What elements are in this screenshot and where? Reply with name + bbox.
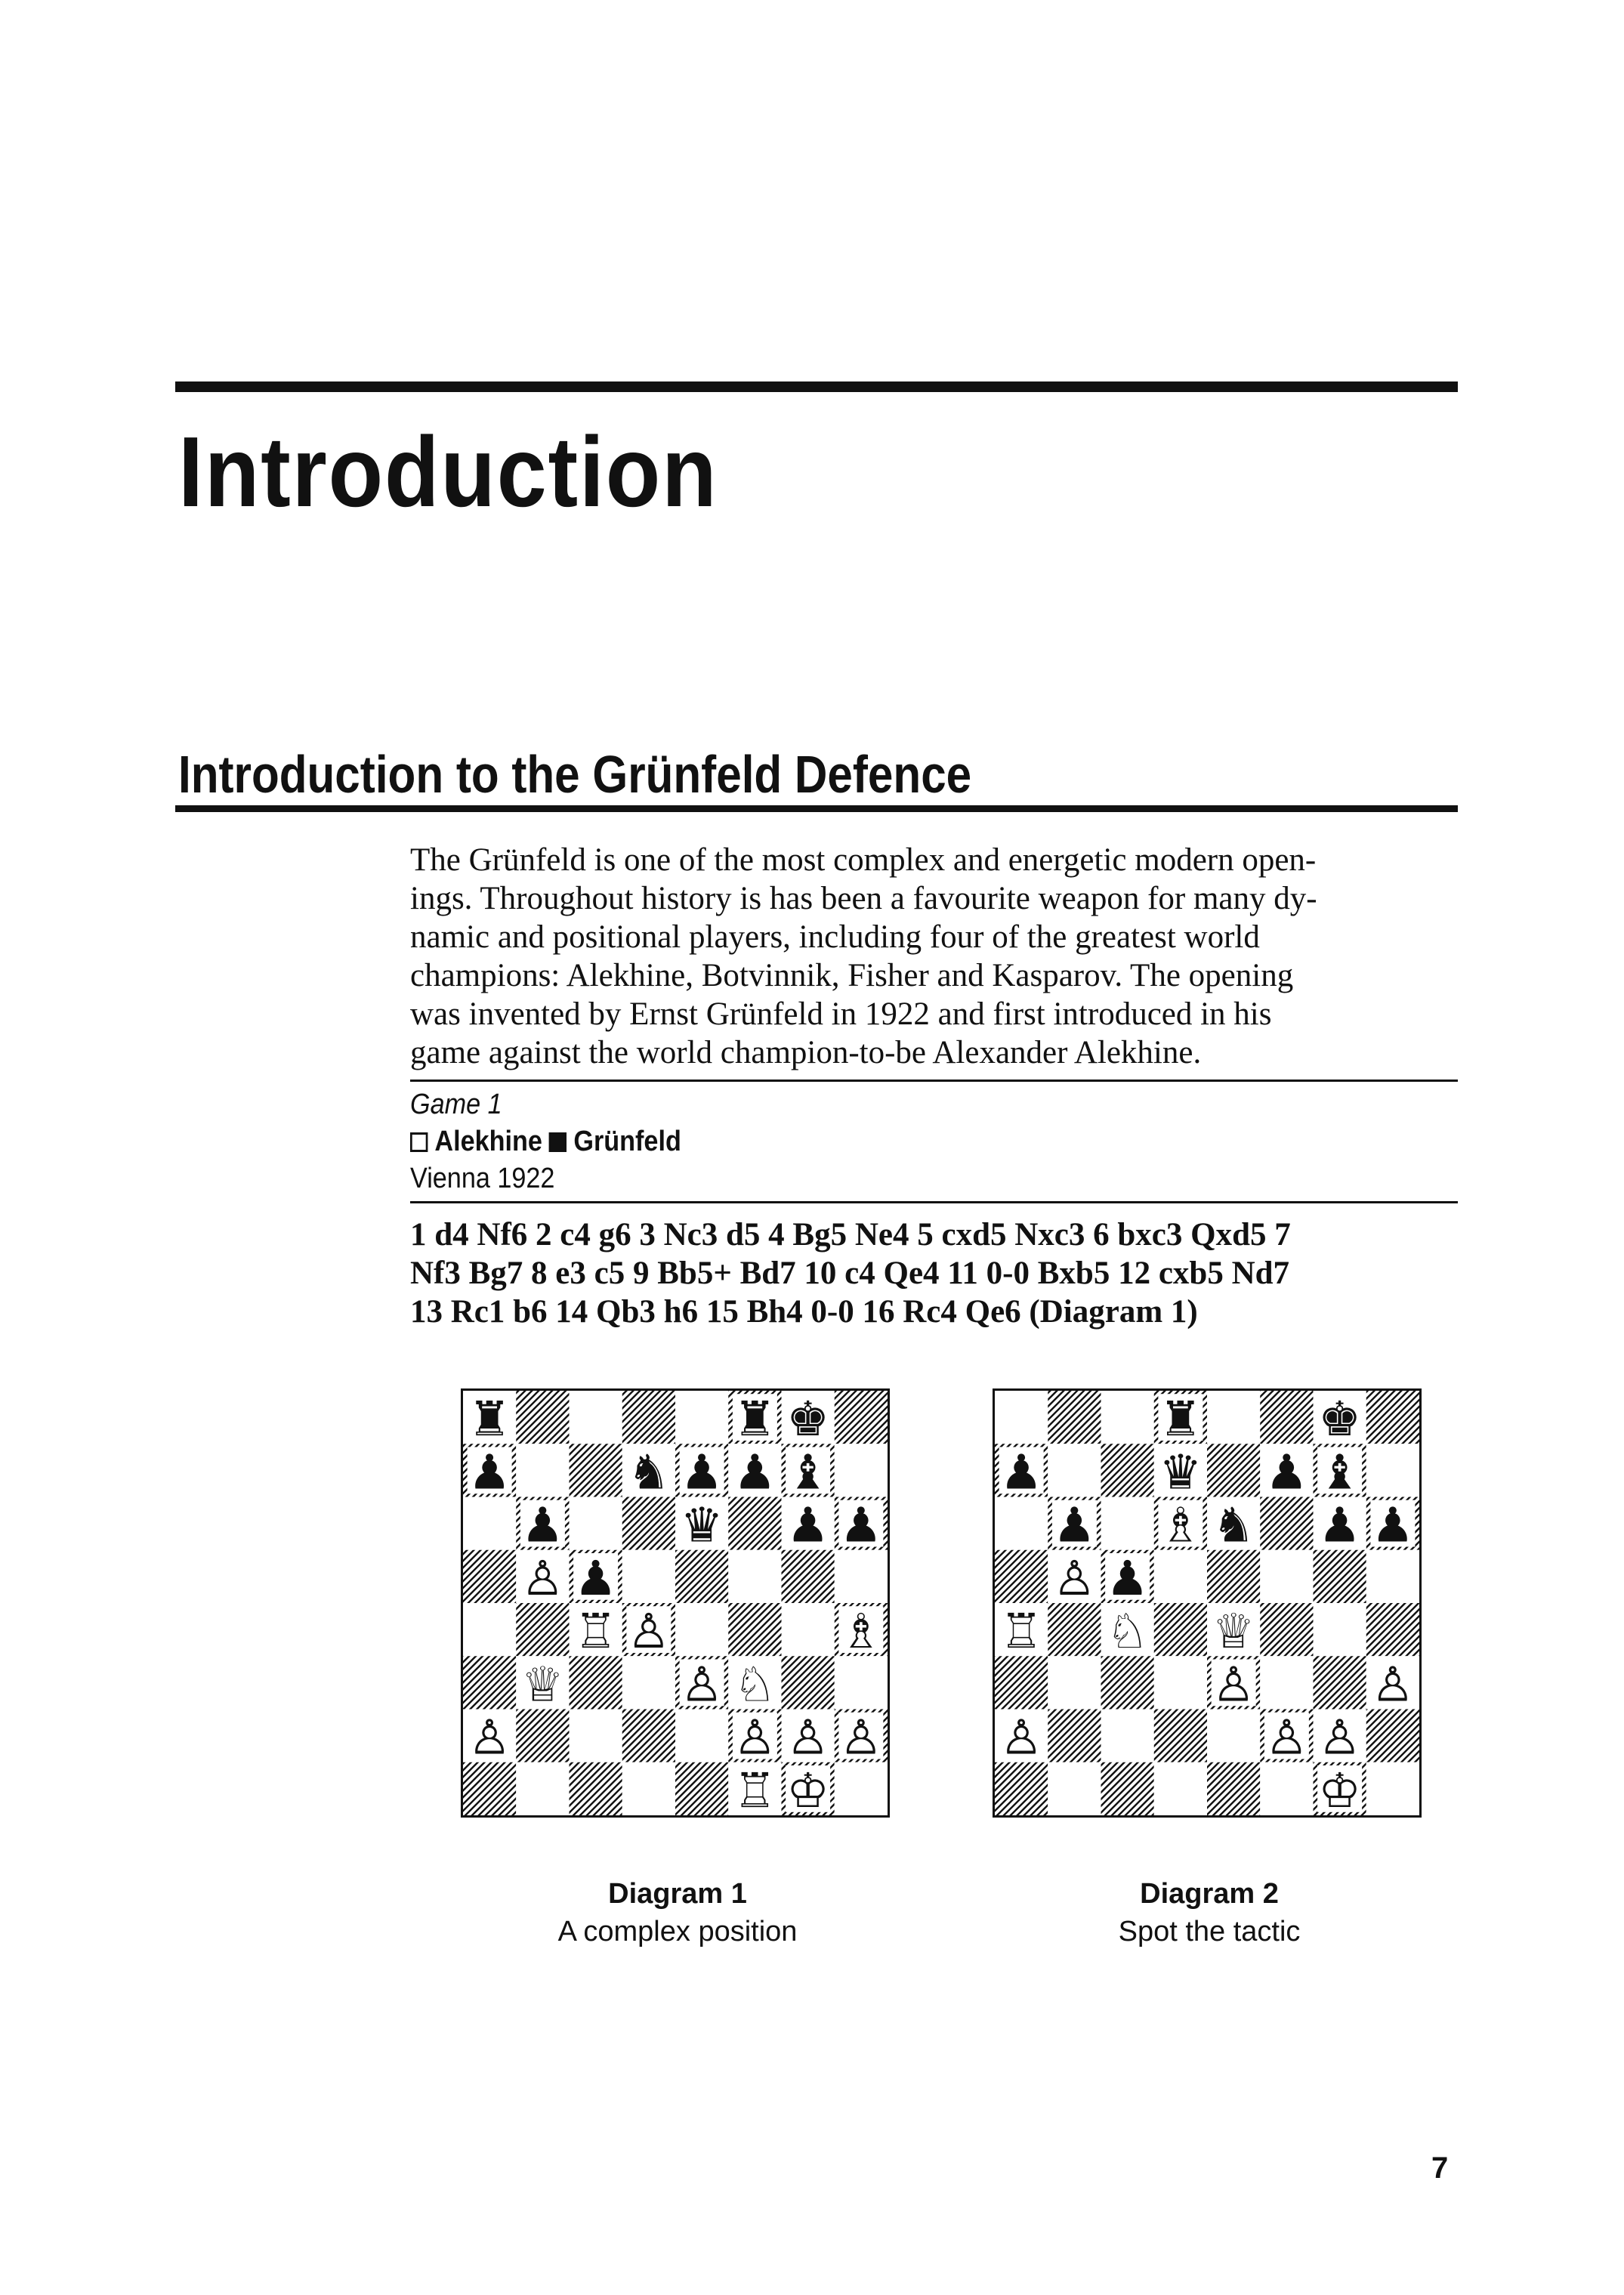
black-queen-icon bbox=[681, 1497, 724, 1553]
dark-square bbox=[1260, 1391, 1313, 1444]
white-pawn-icon bbox=[733, 1710, 776, 1765]
black-king-icon bbox=[786, 1391, 829, 1447]
intro-line: was invented by Ernst Grünfeld in 1922 and first introduced in his bbox=[410, 996, 1272, 1032]
black-pawn-icon bbox=[1000, 1444, 1043, 1500]
white-bishop-icon bbox=[840, 1603, 883, 1659]
light-square bbox=[675, 1710, 728, 1762]
light-square bbox=[1366, 1550, 1419, 1603]
dark-square bbox=[995, 1762, 1048, 1815]
black-player: Grünfeld bbox=[573, 1126, 681, 1157]
black-pawn-icon bbox=[681, 1444, 724, 1500]
game-header bbox=[410, 1086, 1458, 1197]
dark-square bbox=[1366, 1603, 1419, 1656]
light-square bbox=[782, 1603, 835, 1656]
light-square bbox=[995, 1391, 1048, 1444]
light-square bbox=[570, 1497, 622, 1550]
light-square bbox=[1207, 1391, 1260, 1444]
light-square bbox=[516, 1444, 569, 1497]
diagram-2-caption bbox=[983, 1875, 1436, 1951]
light-square bbox=[1101, 1497, 1154, 1550]
white-pawn-icon bbox=[628, 1603, 671, 1659]
diagram-subtitle: A complex position bbox=[557, 1916, 798, 1948]
dark-square bbox=[1101, 1762, 1154, 1815]
light-square bbox=[835, 1444, 888, 1497]
diagram-subtitle: Spot the tactic bbox=[1118, 1916, 1301, 1948]
intro-line: champions: Alekhine, Botvinnik, Fisher and Kasparov. The opening bbox=[410, 958, 1294, 993]
light-square bbox=[570, 1710, 622, 1762]
black-bishop-icon bbox=[786, 1444, 829, 1500]
light-square bbox=[1260, 1762, 1313, 1815]
white-pawn-icon bbox=[1053, 1550, 1096, 1606]
black-rook-icon bbox=[468, 1391, 511, 1447]
light-square bbox=[1260, 1550, 1313, 1603]
intro-line: The Grünfeld is one of the most complex and energetic modern open- bbox=[410, 842, 1317, 878]
black-pawn-icon bbox=[1372, 1497, 1415, 1553]
diagram-1-caption bbox=[451, 1875, 904, 1951]
black-rook-icon bbox=[733, 1391, 776, 1447]
white-pawn-icon bbox=[1265, 1710, 1308, 1765]
dark-square bbox=[1048, 1710, 1101, 1762]
white-pawn-icon bbox=[1212, 1656, 1255, 1712]
black-pawn-icon bbox=[468, 1444, 511, 1500]
black-square-icon bbox=[549, 1132, 567, 1152]
intro-line: ings. Throughout history is has been a favourite weapon for many dy- bbox=[410, 881, 1317, 916]
light-square bbox=[1207, 1710, 1260, 1762]
white-pawn-icon bbox=[521, 1550, 564, 1606]
white-rook-icon bbox=[1000, 1603, 1043, 1659]
light-square bbox=[1048, 1444, 1101, 1497]
white-knight-icon bbox=[733, 1656, 776, 1712]
light-square bbox=[1314, 1603, 1366, 1656]
light-square bbox=[1101, 1710, 1154, 1762]
dark-square bbox=[995, 1550, 1048, 1603]
dark-square bbox=[1101, 1444, 1154, 1497]
black-knight-icon bbox=[1212, 1497, 1255, 1553]
intro-line: game against the world champion-to-be Alexander Alekhine. bbox=[410, 1035, 1202, 1070]
white-pawn-icon bbox=[468, 1710, 511, 1765]
white-rook-icon bbox=[574, 1603, 617, 1659]
dark-square bbox=[1260, 1603, 1313, 1656]
dark-square bbox=[1314, 1550, 1366, 1603]
moves-line: 1 d4 Nf6 2 c4 g6 3 Nc3 d5 4 Bg5 Ne4 5 cxd5 Nxc3 6 bxc3 Qxd5 7 bbox=[410, 1217, 1291, 1253]
dark-square bbox=[782, 1656, 835, 1709]
dark-square bbox=[570, 1762, 622, 1815]
dark-square bbox=[1101, 1656, 1154, 1709]
white-queen-icon bbox=[521, 1656, 564, 1712]
light-square bbox=[995, 1497, 1048, 1550]
dark-square bbox=[516, 1710, 569, 1762]
black-queen-icon bbox=[1159, 1444, 1203, 1500]
black-rook-icon bbox=[1159, 1391, 1203, 1447]
white-rook-icon bbox=[733, 1762, 776, 1818]
dark-square bbox=[1366, 1710, 1419, 1762]
light-square bbox=[1366, 1444, 1419, 1497]
light-square bbox=[835, 1656, 888, 1709]
light-square bbox=[1048, 1762, 1101, 1815]
light-square bbox=[1154, 1656, 1207, 1709]
light-square bbox=[1154, 1550, 1207, 1603]
black-knight-icon bbox=[628, 1444, 671, 1500]
dark-square bbox=[622, 1391, 675, 1444]
dark-square bbox=[1366, 1391, 1419, 1444]
white-pawn-icon bbox=[1000, 1710, 1043, 1765]
dark-square bbox=[675, 1550, 728, 1603]
intro-paragraph bbox=[410, 841, 1468, 1072]
game-header-bottom-rule bbox=[410, 1201, 1458, 1203]
dark-square bbox=[1154, 1710, 1207, 1762]
dark-square bbox=[516, 1391, 569, 1444]
intro-line: namic and positional players, including four of the greatest world bbox=[410, 919, 1260, 955]
white-bishop-icon bbox=[1159, 1497, 1203, 1553]
dark-square bbox=[835, 1391, 888, 1444]
moves-line: 13 Rc1 b6 14 Qb3 h6 15 Bh4 0-0 16 Rc4 Qe6 (Diagram 1) bbox=[410, 1294, 1198, 1330]
light-square bbox=[675, 1603, 728, 1656]
white-knight-icon bbox=[1106, 1603, 1149, 1659]
dark-square bbox=[463, 1656, 516, 1709]
dark-square bbox=[1048, 1603, 1101, 1656]
light-square bbox=[1366, 1762, 1419, 1815]
light-square bbox=[1154, 1762, 1207, 1815]
black-bishop-icon bbox=[1318, 1444, 1361, 1500]
dark-square bbox=[1260, 1497, 1313, 1550]
black-pawn-icon bbox=[786, 1497, 829, 1553]
white-king-icon bbox=[1318, 1762, 1361, 1818]
dark-square bbox=[622, 1497, 675, 1550]
light-square bbox=[675, 1391, 728, 1444]
dark-square bbox=[995, 1656, 1048, 1709]
light-square bbox=[622, 1656, 675, 1709]
page-number: 7 bbox=[1431, 2151, 1449, 2185]
light-square bbox=[516, 1762, 569, 1815]
black-pawn-icon bbox=[521, 1497, 564, 1553]
light-square bbox=[463, 1603, 516, 1656]
light-square bbox=[570, 1391, 622, 1444]
dark-square bbox=[516, 1603, 569, 1656]
game-header-top-rule bbox=[410, 1080, 1458, 1082]
light-square bbox=[835, 1550, 888, 1603]
black-pawn-icon bbox=[1053, 1497, 1096, 1553]
chess-diagram-2 bbox=[993, 1388, 1422, 1818]
dark-square bbox=[463, 1762, 516, 1815]
dark-square bbox=[675, 1762, 728, 1815]
light-square bbox=[835, 1762, 888, 1815]
dark-square bbox=[570, 1444, 622, 1497]
white-pawn-icon bbox=[1318, 1710, 1361, 1765]
light-square bbox=[622, 1550, 675, 1603]
chapter-title: Introduction bbox=[178, 416, 718, 527]
diagram-title: Diagram 1 bbox=[608, 1878, 747, 1910]
dark-square bbox=[463, 1550, 516, 1603]
dark-square bbox=[622, 1710, 675, 1762]
dark-square bbox=[728, 1603, 781, 1656]
white-pawn-icon bbox=[1372, 1656, 1415, 1712]
dark-square bbox=[1207, 1550, 1260, 1603]
black-pawn-icon bbox=[733, 1444, 776, 1500]
diagram-title: Diagram 2 bbox=[1140, 1878, 1279, 1910]
light-square bbox=[728, 1550, 781, 1603]
section-rule bbox=[175, 805, 1458, 812]
chess-diagram-1 bbox=[461, 1388, 890, 1818]
dark-square bbox=[728, 1497, 781, 1550]
black-pawn-icon bbox=[840, 1497, 883, 1553]
white-king-icon bbox=[786, 1762, 829, 1818]
white-square-icon bbox=[410, 1132, 428, 1152]
white-player: Alekhine bbox=[434, 1126, 542, 1157]
dark-square bbox=[1048, 1391, 1101, 1444]
section-title: Introduction to the Grünfeld Defence bbox=[178, 745, 972, 804]
moves-line: Nf3 Bg7 8 e3 c5 9 Bb5+ Bd7 10 c4 Qe4 11 0-0 Bxb5 12 cxb5 Nd7 bbox=[410, 1256, 1290, 1291]
light-square bbox=[463, 1497, 516, 1550]
white-queen-icon bbox=[1212, 1603, 1255, 1659]
light-square bbox=[1101, 1391, 1154, 1444]
moves-text bbox=[410, 1215, 1468, 1331]
game-venue: Vienna 1922 bbox=[410, 1163, 555, 1194]
players-line bbox=[410, 1123, 1353, 1160]
light-square bbox=[1260, 1656, 1313, 1709]
dark-square bbox=[782, 1550, 835, 1603]
black-king-icon bbox=[1318, 1391, 1361, 1447]
light-square bbox=[1048, 1656, 1101, 1709]
white-pawn-icon bbox=[681, 1656, 724, 1712]
black-pawn-icon bbox=[1106, 1550, 1149, 1606]
white-pawn-icon bbox=[786, 1710, 829, 1765]
game-label: Game 1 bbox=[410, 1089, 502, 1120]
dark-square bbox=[1207, 1762, 1260, 1815]
chapter-top-rule bbox=[175, 381, 1458, 392]
black-pawn-icon bbox=[1265, 1444, 1308, 1500]
black-pawn-icon bbox=[574, 1550, 617, 1606]
light-square bbox=[622, 1762, 675, 1815]
dark-square bbox=[570, 1656, 622, 1709]
dark-square bbox=[1314, 1656, 1366, 1709]
white-pawn-icon bbox=[840, 1710, 883, 1765]
dark-square bbox=[1154, 1603, 1207, 1656]
black-pawn-icon bbox=[1318, 1497, 1361, 1553]
dark-square bbox=[1207, 1444, 1260, 1497]
